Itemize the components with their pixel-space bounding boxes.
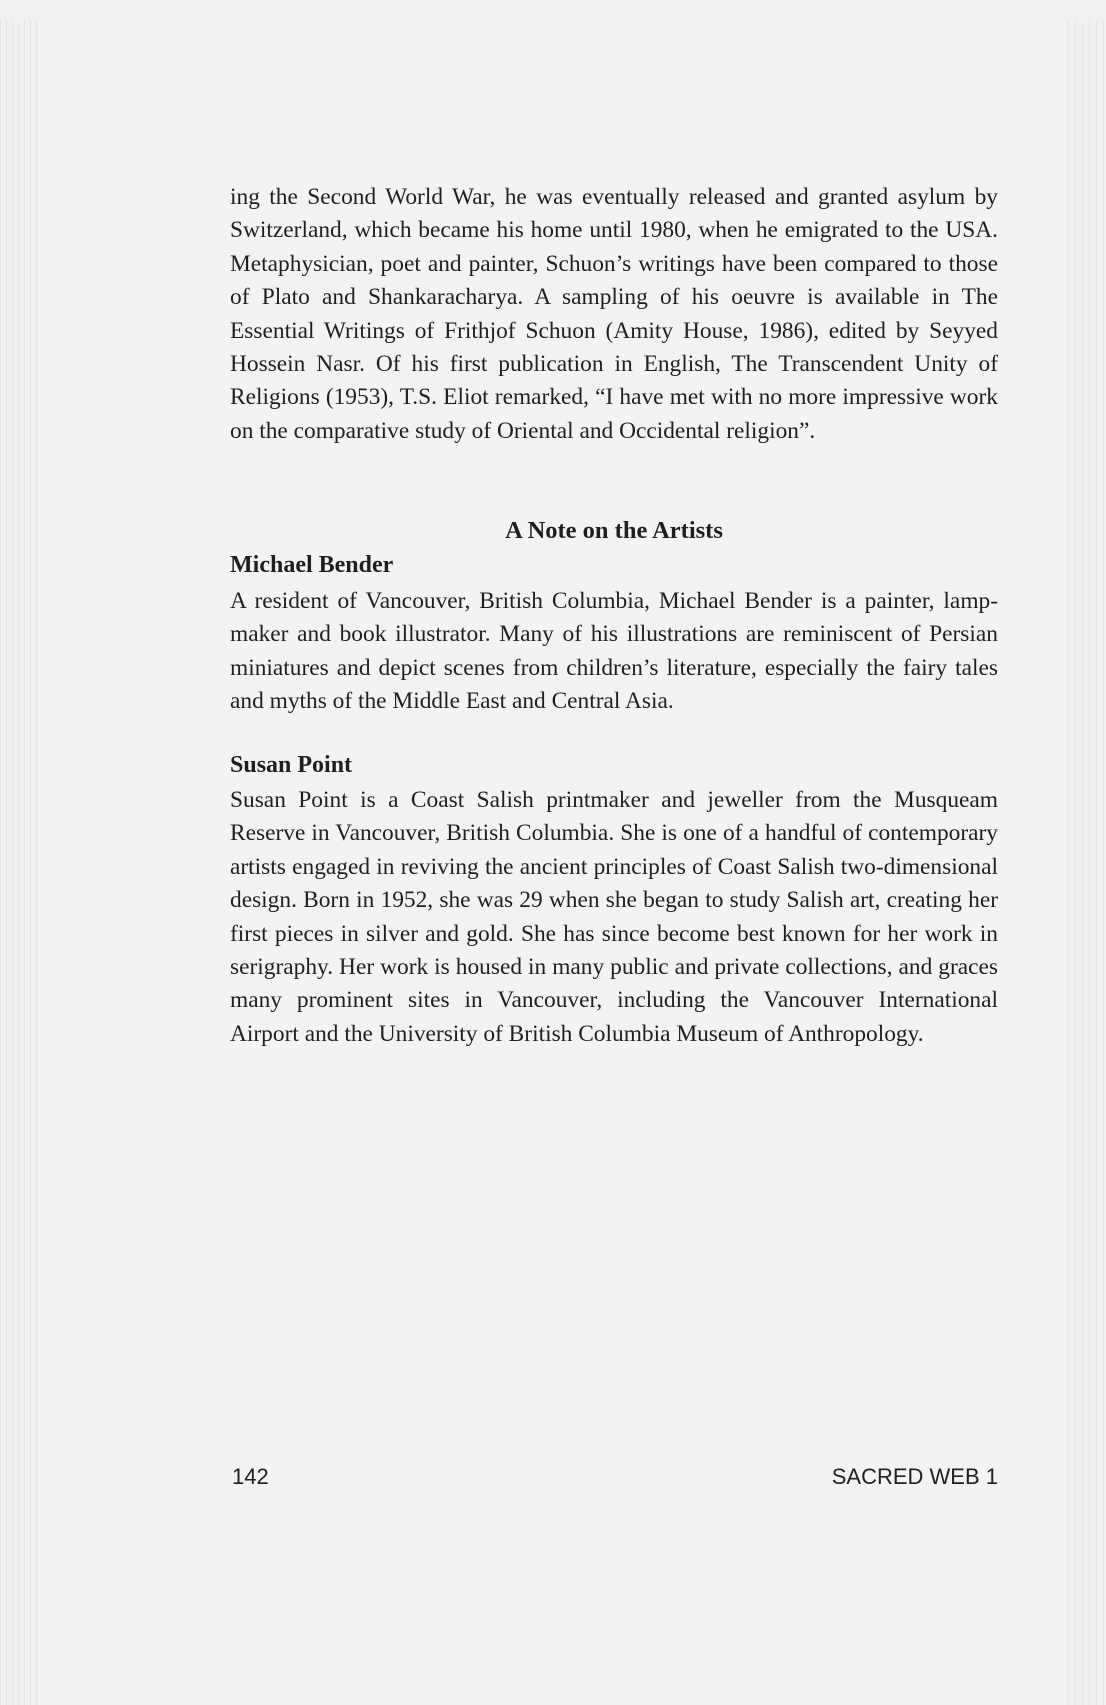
artist-name-susan-point: Susan Point: [230, 752, 353, 778]
artist-bio-text: Susan Point is a Coast Salish printmaker and jeweller from the Musqueam Reserve in Vancouver, British Columbia. She is one of a handful of contemporary artists engaged in reviving the ancient principles of Coast Salish two-dimensional design. Born in 1952, she was 29 when she began to study Salish art, creating her first pieces in silver and gold. She has since become best known for her work in serigraphy. Her work is housed in many public and private collections, and graces many prominent sites in Vancouver, including the Vancouver International Airport and the University of British Columbia Museum of Anthropology.: [230, 787, 998, 1047]
running-footer: SACRED WEB 1: [831, 1464, 998, 1489]
artist-bio-text: A resident of Vancouver, British Columbia, Michael Bender is a painter, lamp-maker and book illustrator. Many of his illustrations are reminiscent of Persian miniatures and depict scenes from children’s literature, especially the fairy tales and myths of the Middle East and Central Asia.: [230, 588, 998, 715]
opening-paragraph: [230, 181, 998, 448]
artist-name-michael-bender: Michael Bender: [230, 552, 394, 578]
opening-paragraph-text: ing the Second World War, he was eventually released and granted asylum by Switzerland, which became his home until 1980, when he emigrated to the USA. Metaphysician, poet and painter, Schuon’s writings have been compared to those of Plato and Shankaracharya. A sampling of his oeuvre is available in The Essential Writings of Frithjof Schuon (Amity House, 1986), edited by Seyyed Hossein Nasr. Of his first publication in English, The Transcendent Unity of Religions (1953), T.S. Eliot remarked, “I have met with no more impressive work on the comparative study of Oriental and Occidental religion”.: [230, 184, 998, 444]
artist-bio-michael-bender: [230, 585, 998, 719]
page-number: 142: [232, 1464, 269, 1489]
artist-bio-susan-point: [230, 784, 998, 1051]
section-heading: A Note on the Artists: [505, 517, 723, 544]
